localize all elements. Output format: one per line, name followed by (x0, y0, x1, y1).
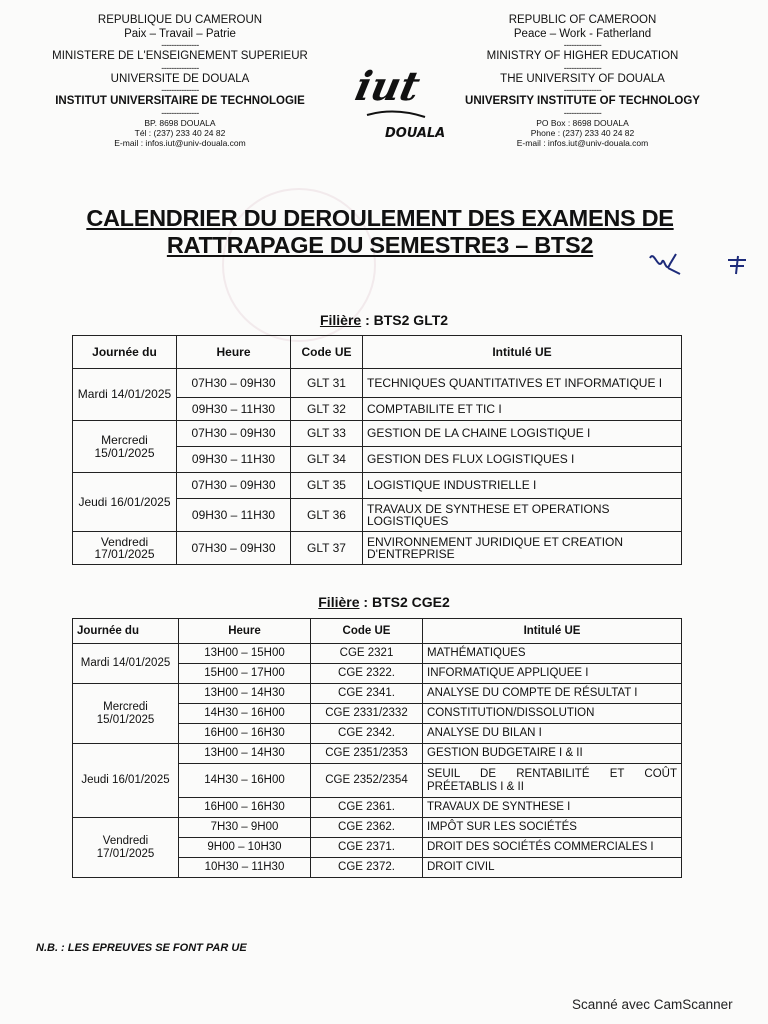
col-header-day: Journée du (73, 336, 177, 369)
col-header-code: Code UE (311, 619, 423, 644)
document-title (60, 205, 700, 259)
day-cell: Vendredi 17/01/2025 (73, 818, 179, 878)
time-cell: 9H00 – 10H30 (179, 838, 311, 858)
col-header-day: Journée du (73, 619, 179, 644)
handwritten-initials (646, 248, 686, 280)
schedule-table-cge2 (72, 618, 682, 878)
separator: --------------- (563, 107, 602, 118)
filiere-value: : BTS2 GLT2 (361, 312, 449, 328)
title-cell: GESTION BUDGETAIRE I & II (423, 744, 682, 764)
table-header-row (73, 336, 682, 369)
ministry-name: MINISTERE DE L'ENSEIGNEMENT SUPERIEUR (52, 50, 308, 62)
table-row (73, 532, 682, 565)
phone: Phone : (237) 233 40 24 82 (530, 127, 635, 138)
title-cell: TRAVAUX DE SYNTHESE I (423, 798, 682, 818)
logo-text-top: iut (351, 62, 425, 110)
table-row (73, 369, 682, 398)
time-cell: 07H30 – 09H30 (177, 421, 291, 447)
day-cell: Mardi 14/01/2025 (73, 644, 179, 684)
code-cell: CGE 2352/2354 (311, 764, 423, 798)
separator: --------------- (161, 40, 199, 50)
title-cell: ENVIRONNEMENT JURIDIQUE ET CREATION D'ENTREPRISE (363, 532, 682, 565)
table-row (73, 684, 682, 704)
code-cell: CGE 2361. (311, 798, 423, 818)
motto: Paix – Travail – Patrie (124, 27, 236, 40)
code-cell: GLT 36 (291, 499, 363, 532)
title-cell: ANALYSE DU BILAN I (423, 724, 682, 744)
day-cell: Mercredi 15/01/2025 (73, 421, 177, 473)
title-cell: LOGISTIQUE INDUSTRIELLE I (363, 473, 682, 499)
time-cell: 14H30 – 16H00 (179, 764, 311, 798)
col-header-code: Code UE (291, 336, 363, 369)
code-cell: GLT 35 (291, 473, 363, 499)
country-name: REPUBLIQUE DU CAMEROUN (97, 14, 263, 26)
title-cell: COMPTABILITE ET TIC I (363, 398, 682, 421)
time-cell: 16H00 – 16H30 (179, 724, 311, 744)
time-cell: 13H00 – 14H30 (179, 684, 311, 704)
table-row (73, 473, 682, 499)
time-cell: 07H30 – 09H30 (177, 473, 291, 499)
time-cell: 16H00 – 16H30 (179, 798, 311, 818)
email: E-mail : infos.iut@univ-douala.com (114, 137, 246, 148)
filiere-label: Filière (319, 312, 362, 328)
filiere-label: Filière (318, 594, 360, 610)
nota-bene: N.B. : LES EPREUVES SE FONT PAR UE (36, 942, 247, 954)
code-cell: CGE 2371. (311, 838, 423, 858)
title-cell: MATHÉMATIQUES (423, 644, 682, 664)
header-french (40, 14, 320, 148)
filiere-heading-1 (0, 312, 768, 328)
ministry-name: MINISTRY OF HIGHER EDUCATION (486, 50, 679, 62)
col-header-title: Intitulé UE (363, 336, 682, 369)
time-cell: 09H30 – 11H30 (177, 447, 291, 473)
title-cell: DROIT CIVIL (423, 858, 682, 878)
title-cell: INFORMATIQUE APPLIQUEE I (423, 664, 682, 684)
title-cell: GESTION DES FLUX LOGISTIQUES I (363, 447, 682, 473)
motto: Peace – Work - Fatherland (513, 27, 652, 40)
separator: --------------- (161, 85, 199, 95)
iut-logo (345, 55, 445, 140)
code-cell: CGE 2321 (311, 644, 423, 664)
code-cell: GLT 31 (291, 369, 363, 398)
address: PO Box : 8698 DOUALA (536, 117, 629, 128)
separator: --------------- (161, 107, 199, 118)
code-cell: CGE 2341. (311, 684, 423, 704)
code-cell: GLT 32 (291, 398, 363, 421)
time-cell: 10H30 – 11H30 (179, 858, 311, 878)
handwritten-mark (724, 252, 752, 278)
day-cell: Mercredi 15/01/2025 (73, 684, 179, 744)
title-cell: TECHNIQUES QUANTITATIVES ET INFORMATIQUE I (363, 369, 682, 398)
filiere-heading-2 (0, 594, 768, 610)
table-row (73, 818, 682, 838)
phone: Tél : (237) 233 40 24 82 (134, 127, 226, 138)
separator: --------------- (161, 62, 199, 73)
separator: --------------- (563, 85, 602, 95)
code-cell: CGE 2342. (311, 724, 423, 744)
time-cell: 13H00 – 15H00 (179, 644, 311, 664)
table-row (73, 421, 682, 447)
header-english (455, 14, 710, 148)
day-cell: Jeudi 16/01/2025 (73, 473, 177, 532)
filiere-value: : BTS2 CGE2 (359, 594, 450, 610)
code-cell: CGE 2351/2353 (311, 744, 423, 764)
table-header-row (73, 619, 682, 644)
day-cell: Jeudi 16/01/2025 (73, 744, 179, 818)
time-cell: 13H00 – 14H30 (179, 744, 311, 764)
logo-text-bottom: DOUALA (385, 126, 445, 140)
institute-name: UNIVERSITY INSTITUTE OF TECHNOLOGY (465, 95, 700, 107)
title-cell: ANALYSE DU COMPTE DE RÉSULTAT I (423, 684, 682, 704)
table-row (73, 744, 682, 764)
code-cell: GLT 33 (291, 421, 363, 447)
institute-name: INSTITUT UNIVERSITAIRE DE TECHNOLOGIE (55, 95, 305, 107)
table-row (73, 644, 682, 664)
time-cell: 07H30 – 09H30 (177, 369, 291, 398)
time-cell: 7H30 – 9H00 (179, 818, 311, 838)
col-header-time: Heure (177, 336, 291, 369)
title-cell: CONSTITUTION/DISSOLUTION (423, 704, 682, 724)
time-cell: 09H30 – 11H30 (177, 499, 291, 532)
code-cell: CGE 2362. (311, 818, 423, 838)
time-cell: 14H30 – 16H00 (179, 704, 311, 724)
separator: --------------- (563, 62, 602, 73)
time-cell: 09H30 – 11H30 (177, 398, 291, 421)
col-header-time: Heure (179, 619, 311, 644)
title-line-2: RATTRAPAGE DU SEMESTRE3 – BTS2 (166, 232, 594, 258)
code-cell: GLT 37 (291, 532, 363, 565)
address: BP. 8698 DOUALA (144, 117, 216, 128)
code-cell: CGE 2331/2332 (311, 704, 423, 724)
title-cell: SEUIL DE RENTABILITÉ ET COÛT PRÉETABLIS I & II (423, 764, 682, 798)
day-cell: Vendredi 17/01/2025 (73, 532, 177, 565)
code-cell: CGE 2322. (311, 664, 423, 684)
scanner-watermark: Scanné avec CamScanner (572, 997, 733, 1012)
title-line-1: CALENDRIER DU DEROULEMENT DES EXAMENS DE (86, 205, 674, 231)
time-cell: 15H00 – 17H00 (179, 664, 311, 684)
country-name: REPUBLIC OF CAMEROON (508, 14, 657, 26)
email: E-mail : infos.iut@univ-douala.com (516, 137, 649, 148)
schedule-table-glt2 (72, 335, 682, 565)
code-cell: GLT 34 (291, 447, 363, 473)
title-cell: IMPÔT SUR LES SOCIÉTÉS (423, 818, 682, 838)
col-header-title: Intitulé UE (423, 619, 682, 644)
day-cell: Mardi 14/01/2025 (73, 369, 177, 421)
university-name: UNIVERSITE DE DOUALA (110, 72, 250, 85)
time-cell: 07H30 – 09H30 (177, 532, 291, 565)
university-name: THE UNIVERSITY OF DOUALA (500, 72, 665, 85)
title-cell: GESTION DE LA CHAINE LOGISTIQUE I (363, 421, 682, 447)
title-cell: DROIT DES SOCIÉTÉS COMMERCIALES I (423, 838, 682, 858)
title-cell: TRAVAUX DE SYNTHESE ET OPERATIONS LOGISTIQUES (363, 499, 682, 532)
separator: --------------- (563, 40, 602, 50)
code-cell: CGE 2372. (311, 858, 423, 878)
